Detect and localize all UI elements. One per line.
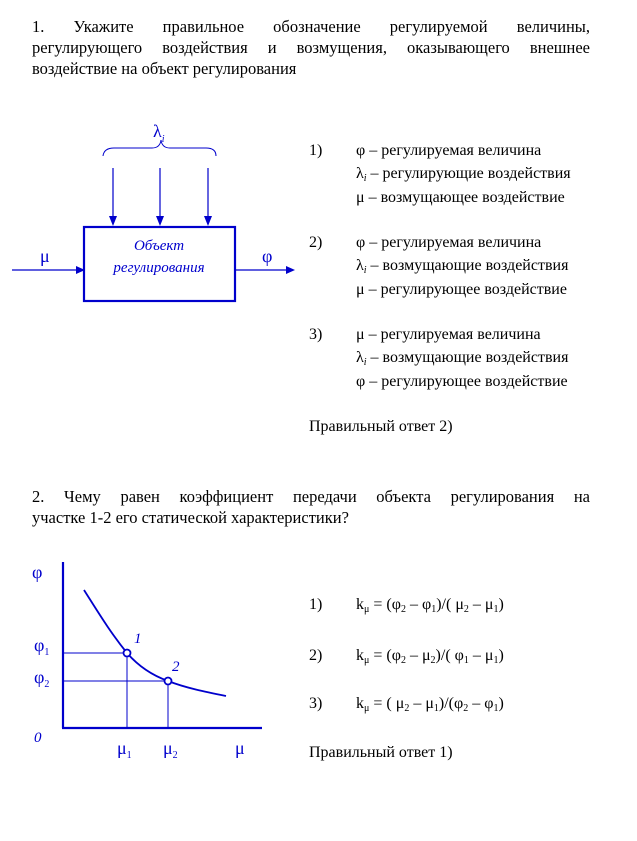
origin-label: 0	[34, 730, 42, 746]
option-row: $\lambda_i$ – возмущающие воздействия	[356, 349, 569, 368]
formula-subscript: μ	[364, 703, 370, 714]
q1-line: воздействие на объект регулирования	[32, 59, 297, 78]
q1-text	[32, 16, 590, 79]
q2-line: участке 1-2 его статической характеристики?	[32, 508, 349, 527]
formula-text: )	[498, 647, 504, 664]
arrow-head	[204, 216, 212, 226]
point-2-label: 2	[172, 659, 180, 675]
mu-label: μ	[40, 246, 50, 266]
arrow-head	[109, 216, 117, 226]
formula-text: φ	[454, 695, 464, 712]
formula-text: )/(	[438, 695, 454, 712]
formula-subscript: 2	[404, 703, 410, 714]
formula	[356, 645, 504, 672]
option-row: φ – регулирующее воздействие	[356, 373, 568, 390]
q2-answer: Правильный ответ 1)	[309, 744, 453, 761]
option-number: 1)	[309, 142, 323, 159]
formula-subscript: 1	[431, 604, 437, 615]
formula-text: μ	[395, 695, 405, 712]
formula-text: φ	[421, 596, 432, 613]
formula-text: φ	[391, 596, 401, 613]
formula-text: μ	[425, 695, 434, 712]
box-label-line1: Объект	[133, 238, 185, 254]
formula-text: –	[409, 695, 426, 712]
y-axis-label: φ	[32, 562, 43, 582]
q1-block-diagram	[0, 110, 310, 310]
formula-text: –	[405, 596, 422, 613]
arrow-head	[156, 216, 164, 226]
lambda-label: $\lambda_i$	[153, 121, 165, 145]
formula	[356, 693, 504, 720]
formula-subscript: 2	[400, 604, 406, 615]
option-number: 2)	[309, 647, 323, 664]
option-number: 3)	[309, 695, 323, 712]
formula-text: φ	[454, 647, 464, 664]
option-row: $\lambda_i$ – регулирующие воздействия	[356, 165, 571, 184]
formula-text: μ	[455, 596, 464, 613]
formula-text: k	[356, 596, 364, 613]
formula-subscript: μ	[364, 655, 370, 666]
formula-subscript: 2	[400, 655, 406, 666]
formula-text: μ	[421, 647, 431, 664]
option-row: φ – регулируемая величина	[356, 234, 542, 251]
formula-subscript: 1	[433, 703, 439, 714]
formula-text: )/(	[436, 596, 456, 613]
phi-label: φ	[262, 246, 273, 266]
q1-answer: Правильный ответ 2)	[309, 418, 453, 435]
point-1-label: 1	[134, 631, 142, 647]
formula-text: –	[405, 647, 422, 664]
formula-subscript: 2	[430, 655, 436, 666]
formula-text: μ	[484, 596, 494, 613]
formula-subscript: 1	[493, 703, 499, 714]
formula-text: μ	[484, 647, 494, 664]
phi1-label: $\varphi_1$	[34, 635, 50, 658]
phi2-label: $\varphi_2$	[34, 667, 50, 690]
formula-subscript: μ	[364, 604, 370, 615]
option-number: 3)	[309, 326, 323, 343]
formula-subscript: 1	[493, 655, 499, 666]
formula-text: = (	[369, 695, 396, 712]
formula-text: φ	[391, 647, 401, 664]
mu1-label: $\mu_1$	[117, 738, 132, 761]
formula-text: k	[356, 695, 364, 712]
q1-line: 1. Укажите правильное обозначение регулируемой величины,	[32, 17, 590, 36]
formula-subscript: 2	[463, 604, 469, 615]
point-1	[124, 650, 131, 657]
option-row: μ – регулирующее воздействие	[356, 281, 567, 298]
q1-line: регулирующего воздействия и возмущения, оказывающего внешнее	[32, 38, 590, 57]
formula-text: )/(	[435, 647, 455, 664]
option-row: $\lambda_i$ – возмущающие воздействия	[356, 257, 569, 276]
formula-text: –	[468, 647, 485, 664]
formula	[356, 594, 504, 621]
formula-subscript: 2	[463, 703, 469, 714]
formula-subscript: 1	[463, 655, 469, 666]
point-2	[165, 678, 172, 685]
formula-text: = (	[369, 647, 392, 664]
formula-text: = (	[369, 596, 392, 613]
q2-text	[32, 486, 590, 528]
formula-text: φ	[484, 695, 494, 712]
formula-text: k	[356, 647, 364, 664]
formula-text: )	[498, 695, 504, 712]
formula-text: –	[468, 695, 485, 712]
arrow-head	[286, 266, 295, 274]
formula-text: )	[498, 596, 504, 613]
formula-text: –	[468, 596, 485, 613]
box-label-line2: регулирования	[113, 260, 205, 276]
q2-static-characteristic-graph	[0, 550, 300, 780]
formula-subscript: 1	[493, 604, 499, 615]
option-row: φ – регулируемая величина	[356, 142, 542, 159]
x-axis-label: μ	[235, 738, 245, 758]
option-number: 1)	[309, 596, 323, 613]
option-row: μ – возмущающее воздействие	[356, 189, 565, 206]
characteristic-curve	[84, 590, 226, 696]
option-number: 2)	[309, 234, 323, 251]
q2-line: 2. Чему равен коэффициент передачи объекта регулирования на	[32, 487, 590, 506]
mu2-label: $\mu_2$	[163, 738, 178, 761]
lambda-brace	[103, 140, 216, 156]
option-row: μ – регулируемая величина	[356, 326, 541, 343]
